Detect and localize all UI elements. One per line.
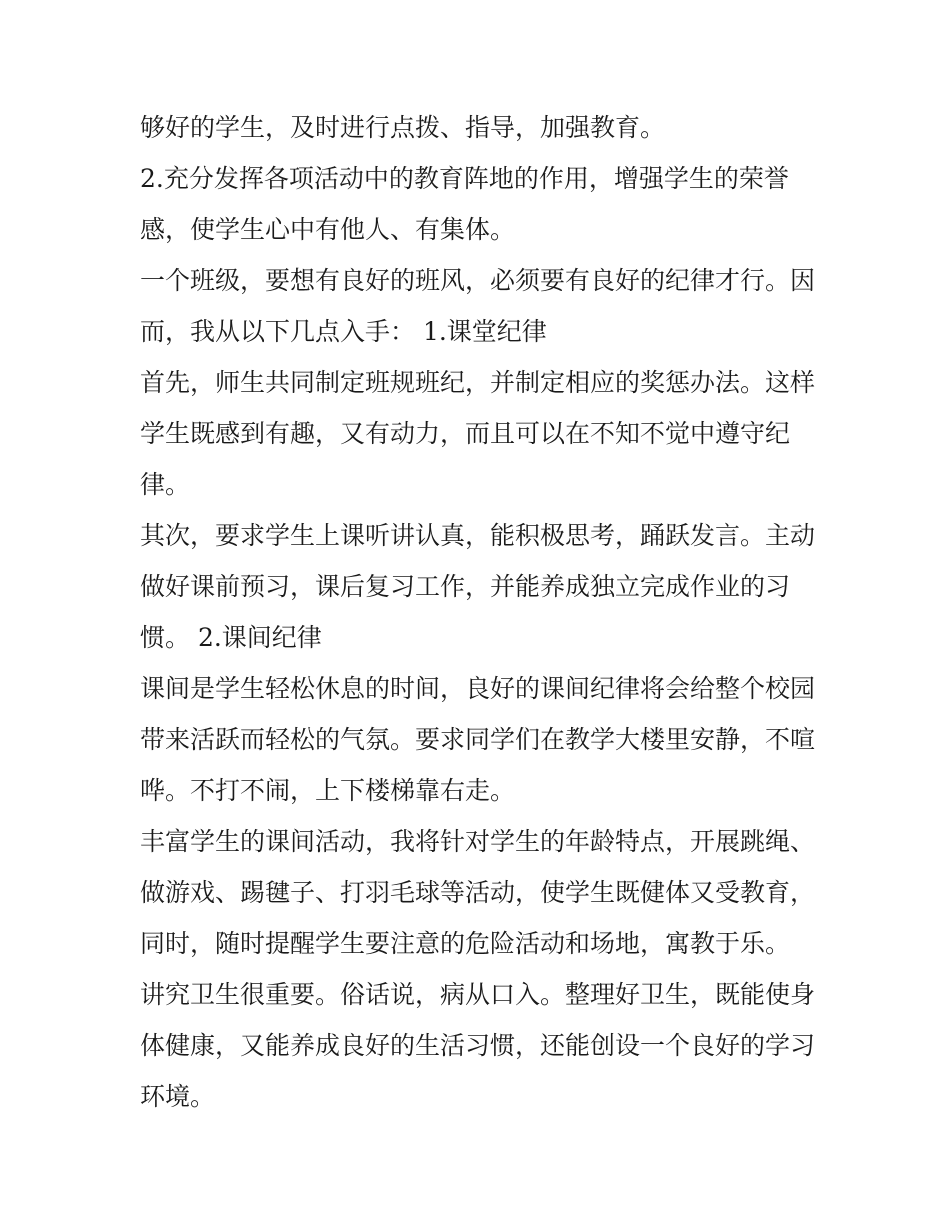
text-line: 做游戏、踢毽子、打羽毛球等活动，使学生既健体又受教育，: [140, 878, 816, 907]
text-line: 丰富学生的课间活动，我将针对学生的年龄特点，开展跳绳、: [140, 827, 816, 856]
text-line: 感，使学生心中有他人、有集体。: [140, 215, 516, 244]
text-line: 惯。 2.课间纪律: [140, 623, 322, 652]
text-line: 学生既感到有趣，又有动力，而且可以在不知不觉中遵守纪: [140, 419, 791, 448]
text-line: 同时，随时提醒学生要注意的危险活动和场地，寓教于乐。: [140, 929, 791, 958]
text-line: 其次，要求学生上课听讲认真，能积极思考，踊跃发言。主动: [140, 521, 816, 550]
body-text: [140, 102, 820, 1122]
text-line: 环境。: [140, 1082, 216, 1111]
text-line: 2.充分发挥各项活动中的教育阵地的作用，增强学生的荣誉: [140, 164, 789, 193]
text-line: 律。: [140, 470, 191, 499]
text-line: 课间是学生轻松休息的时间，良好的课间纪律将会给整个校园: [140, 674, 816, 703]
text-line: 够好的学生，及时进行点拨、指导，加强教育。: [140, 113, 666, 142]
text-line: 讲究卫生很重要。俗话说，病从口入。整理好卫生，既能使身: [140, 980, 816, 1009]
text-line: 一个班级，要想有良好的班风，必须要有良好的纪律才行。因: [140, 266, 816, 295]
text-line: 做好课前预习，课后复习工作，并能养成独立完成作业的习: [140, 572, 791, 601]
text-line: 而，我从以下几点入手： 1.课堂纪律: [140, 317, 547, 346]
text-line: 体健康，又能养成良好的生活习惯，还能创设一个良好的学习: [140, 1031, 816, 1060]
text-line: 哗。不打不闹，上下楼梯靠右走。: [140, 776, 516, 805]
text-line: 首先，师生共同制定班规班纪，并制定相应的奖惩办法。这样: [140, 368, 816, 397]
text-line: 带来活跃而轻松的气氛。要求同学们在教学大楼里安静，不喧: [140, 725, 816, 754]
